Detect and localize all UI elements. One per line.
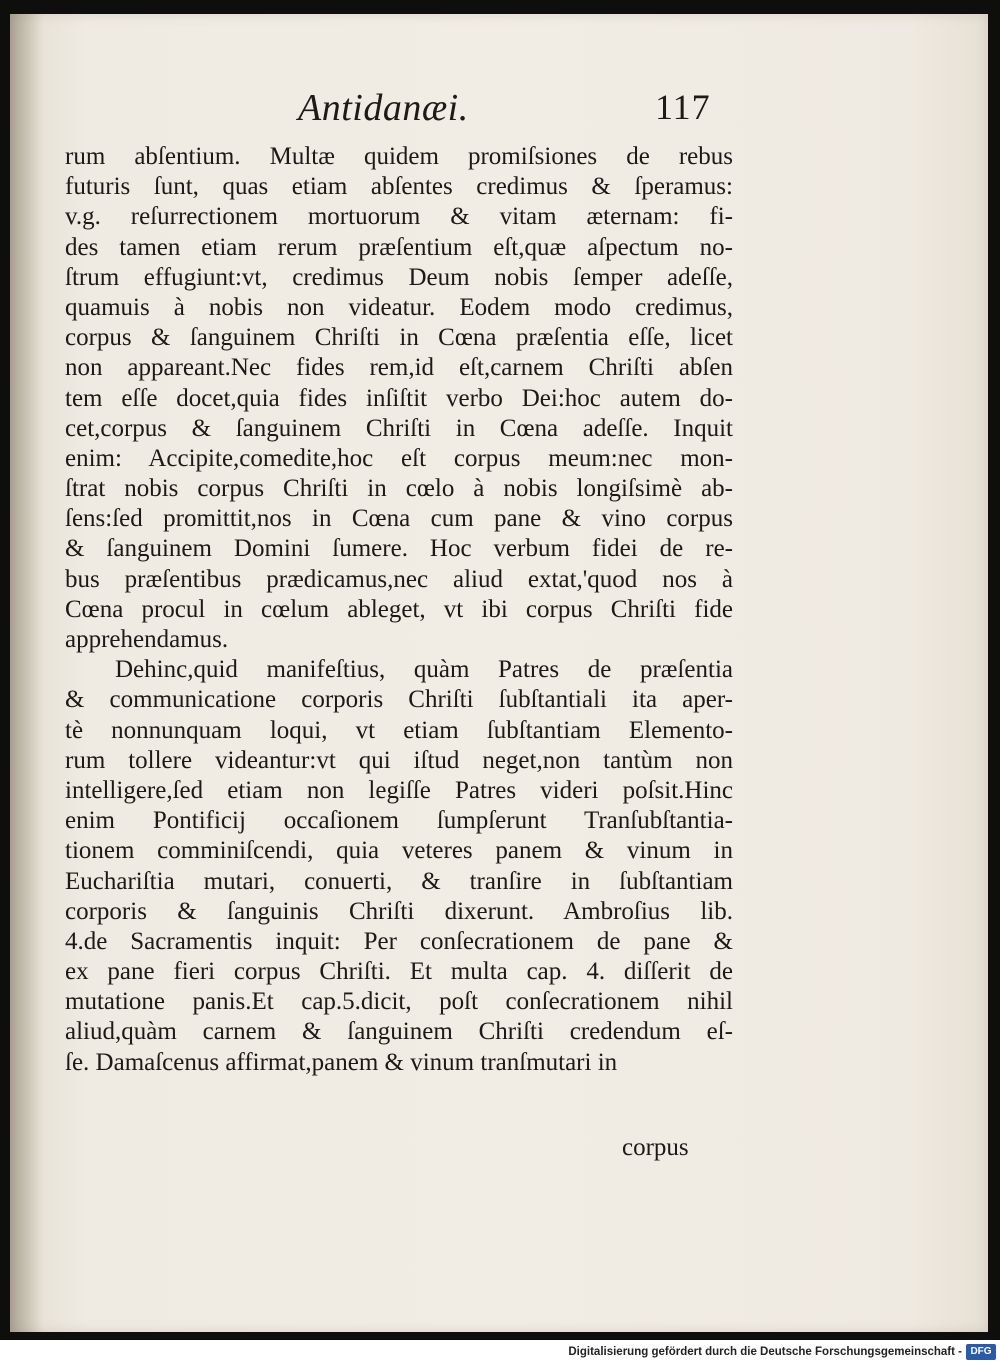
text-line: tionem comminiſcendi, quia veteres panem & vinum in: [65, 837, 733, 865]
text-line: & communicatione corporis Chriſti ſubſtantiali ita aper-: [65, 686, 733, 714]
book-page: [10, 14, 988, 1332]
running-head: [10, 86, 988, 146]
text-line: tè nonnunquam loqui, vt etiam ſubſtantiam Elemento-: [65, 716, 733, 744]
dfg-logo: DFG: [966, 1344, 996, 1360]
page-number: 117: [655, 87, 711, 127]
text-line: enim: Accipite,comedite,hoc eſt corpus meum:nec mon-: [65, 444, 733, 472]
text-line: ſe. Damaſcenus affirmat,panem & vinum tranſmutari in: [65, 1048, 618, 1076]
text-line: bus præſentibus prædicamus,nec aliud extat,'quod nos à: [65, 565, 733, 593]
text-line: enim Pontificij occaſionem ſumpſerunt Tranſubſtantia-: [65, 807, 733, 835]
text-line: 4.de Sacramentis inquit: Per conſecrationem de pane &: [65, 927, 733, 955]
text-line: non appareant.Nec fides rem,id eſt,carnem Chriſti abſen: [65, 354, 733, 382]
text-line: ex pane fieri corpus Chriſti. Et multa cap. 4. diſſerit de: [65, 958, 733, 986]
text-line: apprehendamus.: [65, 626, 229, 653]
text-line: ſens:ſed promittit,nos in Cœna cum pane & vino corpus: [65, 505, 733, 533]
text-line: v.g. reſurrectionem mortuorum & vitam æternam: fi-: [65, 203, 733, 231]
text-line: corporis & ſanguinis Chriſti dixerunt. Ambroſius lib.: [65, 897, 733, 925]
text-line: ſtrum effugiunt:vt, credimus Deum nobis ſemper adeſſe,: [65, 263, 733, 291]
text-line: quamuis à nobis non videatur. Eodem modo credimus,: [65, 293, 733, 321]
text-line: ſtrat nobis corpus Chriſti in cœlo à nobis longiſsimè ab-: [65, 475, 733, 503]
funding-credit: Digitalisierung gefördert durch die Deutsche Forschungsgemeinschaft -: [568, 1346, 962, 1358]
text-line: Dehinc,quid manifeſtius, quàm Patres de præſentia: [115, 656, 733, 684]
text-line: intelligere,ſed etiam non legiſſe Patres videri poſsit.Hinc: [65, 776, 733, 804]
catchword: corpus: [622, 1134, 689, 1161]
text-line: & ſanguinem Domini ſumere. Hoc verbum fidei de re-: [65, 535, 733, 563]
body-text: [65, 142, 733, 1078]
gutter-shadow: [10, 14, 44, 1332]
footer-bar: [0, 1340, 1000, 1366]
text-line: Cœna procul in cœlum ableget, vt ibi corpus Chriſti fide: [65, 595, 733, 623]
text-line: Euchariſtia mutari, conuerti, & tranſire in ſubſtantiam: [65, 867, 733, 895]
text-line: rum abſentium. Multæ quidem promiſsiones de rebus: [65, 143, 733, 170]
text-line: corpus & ſanguinem Chriſti in Cœna præſentia eſſe, licet: [65, 324, 733, 352]
text-line: cet,corpus & ſanguinem Chriſti in Cœna adeſſe. Inquit: [65, 414, 733, 442]
text-line: mutatione panis.Et cap.5.dicit, poſt conſecrationem nihil: [65, 988, 733, 1016]
text-line: tem eſſe docet,quia fides inſiſtit verbo Dei:hoc autem do-: [65, 384, 733, 412]
text-line: futuris ſunt, quas etiam abſentes credimus & ſperamus:: [65, 173, 733, 201]
text-line: des tamen etiam rerum præſentium eſt,quæ aſpectum no-: [65, 233, 733, 261]
running-title: Antidanæi.: [298, 87, 469, 129]
text-line: aliud,quàm carnem & ſanguinem Chriſti credendum eſ-: [65, 1018, 733, 1046]
text-line: rum tollere videantur:vt qui iſtud neget,non tantùm non: [65, 746, 733, 774]
